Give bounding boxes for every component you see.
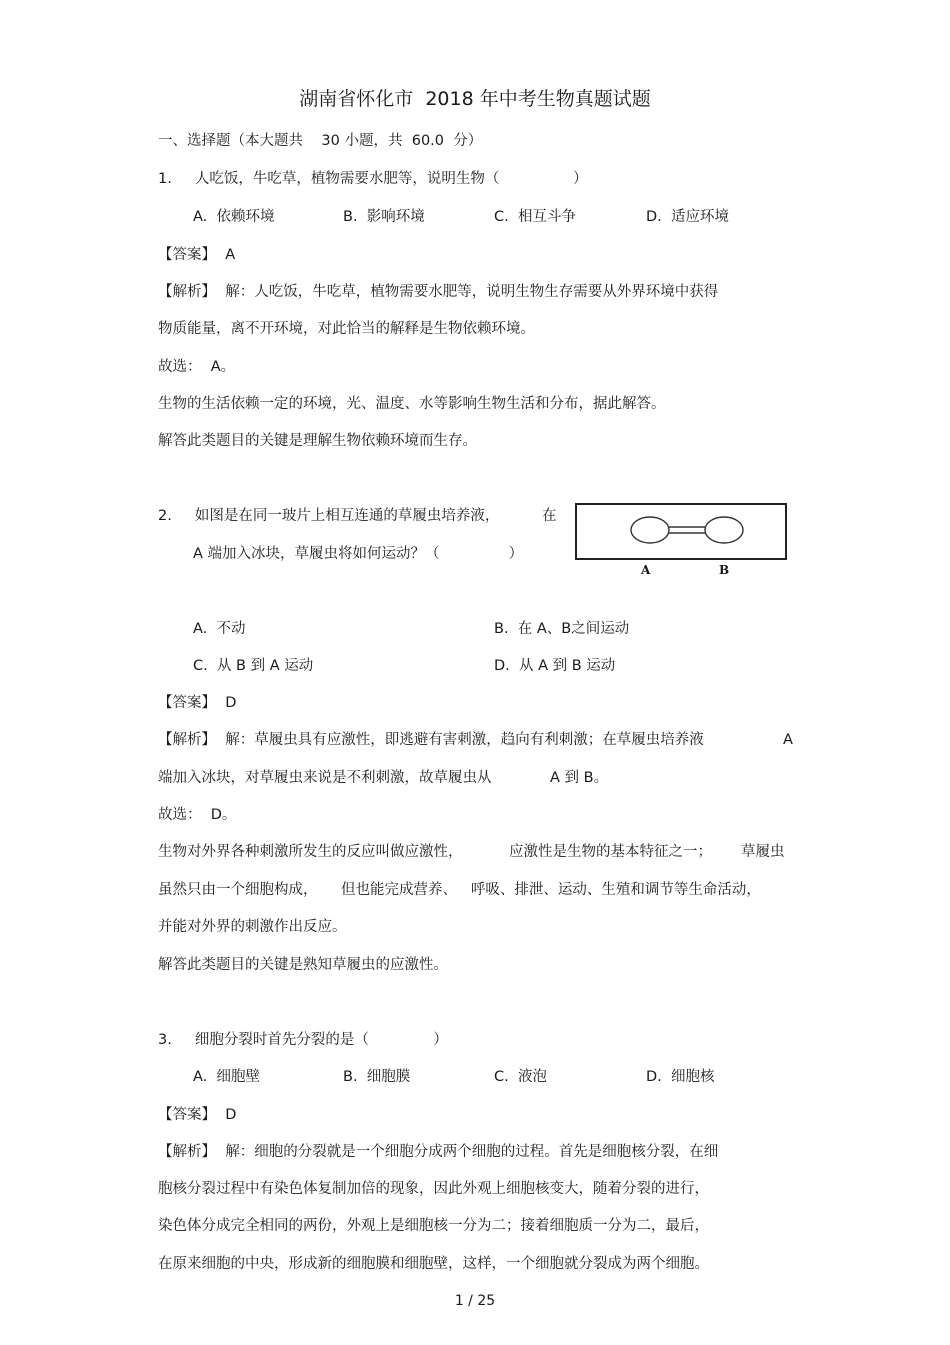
section-heading: 一、选择题（本大题共 30 小题，共 60.0 分）: [158, 133, 483, 149]
q1-choice: 故选： A。: [158, 359, 236, 375]
q2-analysis-line-1: 【解析】 解：草履虫具有应激性，即逃避有害刺激，趋向有利刺激；在草履虫培养液: [158, 732, 704, 748]
q2-option-d: D. 从 A 到 B 运动: [494, 658, 616, 674]
q3-option-a: A. 细胞壁: [193, 1069, 260, 1085]
q2-note-line-3: 并能对外界的刺激作出反应。: [158, 919, 347, 935]
q2-option-b: B. 在 A、B之间运动: [494, 621, 630, 637]
q2-answer: 【答案】 D: [158, 695, 237, 711]
q2-analysis-line-2: 端加入冰块，对草履虫来说是不利刺激，故草履虫从: [158, 770, 492, 786]
q3-option-c: C. 液泡: [494, 1069, 547, 1085]
q2-choice: 故选： D。: [158, 807, 237, 823]
q2-note-line-4: 解答此类题目的关键是熟知草履虫的应激性。: [158, 957, 448, 973]
q3-analysis-line-2: 胞核分裂过程中有染色体复制加倍的现象，因此外观上细胞核变大，随着分裂的进行，: [158, 1181, 709, 1197]
q2-analysis-line-1-end: A: [783, 732, 793, 748]
q3-answer: 【答案】 D: [158, 1107, 237, 1123]
q1-analysis-line-2: 物质能量，离不开环境，对此恰当的解释是生物依赖环境。: [158, 321, 535, 337]
q2-option-a: A. 不动: [193, 621, 246, 637]
q1-analysis-line-1: 【解析】 解：人吃饭，牛吃草，植物需要水肥等，说明生物生存需要从外界环境中获得: [158, 284, 719, 300]
q2-stem-line-1: 2. 如图是在同一玻片上相互连通的草履虫培养液，: [158, 508, 500, 524]
q1-option-b: B. 影响环境: [343, 209, 425, 225]
figure-label-b: B: [719, 563, 730, 577]
page-title: 湖南省怀化市 2018 年中考生物真题试题: [299, 88, 651, 110]
q1-option-a: A. 依赖环境: [193, 209, 275, 225]
q2-note-line-1: 生物对外界各种刺激所发生的反应叫做应激性，: [158, 844, 463, 860]
q3-analysis-line-3: 染色体分成完全相同的两份，外观上是细胞核一分为二；接着细胞质一分为二，最后，: [158, 1218, 709, 1234]
q1-answer: 【答案】 A: [158, 247, 236, 263]
q2-stem-line-1-end: 在: [542, 508, 557, 524]
q2-note-line-2-end: 但也能完成营养、 呼吸、排泄、运动、生殖和调节等生命活动，: [341, 882, 761, 898]
q2-stem-line-2: A 端加入冰块，草履虫将如何运动？（ ）: [193, 546, 524, 562]
q2-option-c: C. 从 B 到 A 运动: [193, 658, 314, 674]
paramecium-culture-diagram: [575, 503, 787, 560]
q3-analysis-line-4: 在原来细胞的中央，形成新的细胞膜和细胞壁，这样，一个细胞就分裂成为两个细胞。: [158, 1256, 709, 1272]
q1-note-line-2: 解答此类题目的关键是理解生物依赖环境而生存。: [158, 433, 477, 449]
q2-note-line-1-mid: 应激性是生物的基本特征之一；: [509, 844, 712, 860]
q3-analysis-line-1: 【解析】 解：细胞的分裂就是一个细胞分成两个细胞的过程。首先是细胞核分裂，在细: [158, 1144, 719, 1160]
q3-option-b: B. 细胞膜: [343, 1069, 411, 1085]
q2-note-line-2: 虽然只由一个细胞构成，: [158, 882, 318, 898]
q2-note-line-1-end: 草履虫: [741, 844, 785, 860]
q3-stem: 3. 细胞分裂时首先分裂的是（ ）: [158, 1032, 448, 1048]
q3-option-d: D. 细胞核: [646, 1069, 715, 1085]
q1-stem: 1. 人吃饭，牛吃草，植物需要水肥等，说明生物（ ）: [158, 171, 588, 187]
q1-option-c: C. 相互斗争: [494, 209, 576, 225]
figure-label-a: A: [641, 563, 651, 577]
q1-option-d: D. 适应环境: [646, 209, 729, 225]
q1-note-line-1: 生物的生活依赖一定的环境，光、温度、水等影响生物生活和分布，据此解答。: [158, 396, 666, 412]
page-number: 1 / 25: [454, 1293, 496, 1309]
q2-analysis-line-2-end: A 到 B。: [550, 770, 609, 786]
